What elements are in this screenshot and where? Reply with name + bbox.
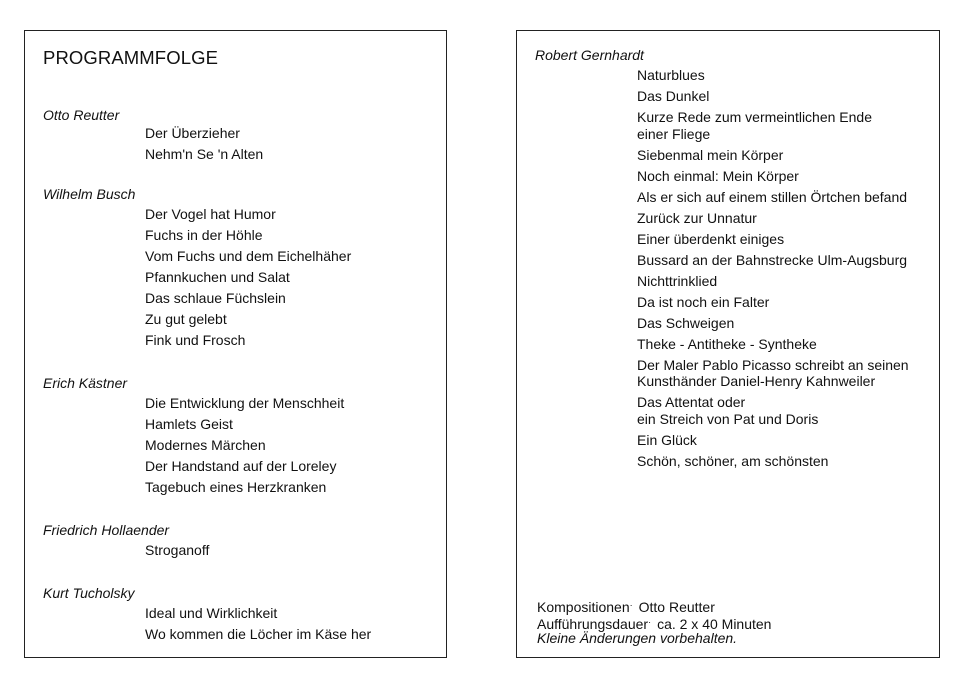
page-title: PROGRAMMFOLGE bbox=[43, 47, 219, 68]
works-list bbox=[145, 542, 209, 563]
work-title: Hamlets Geist bbox=[145, 416, 233, 432]
work-title bbox=[637, 189, 909, 206]
work-title-line: Kurze Rede zum vermeintlichen Ende bbox=[637, 109, 873, 125]
work-title-line: Ein Glück bbox=[637, 431, 697, 448]
work-title bbox=[637, 357, 909, 390]
work-title bbox=[637, 453, 909, 470]
program-footer bbox=[537, 598, 771, 646]
author-name: Erich Kästner bbox=[43, 375, 128, 391]
work-title bbox=[637, 109, 909, 142]
works-list bbox=[145, 206, 351, 353]
work-title: Fuchs in der Höhle bbox=[145, 227, 263, 243]
work-title: Der Überzieher bbox=[145, 125, 240, 141]
work-title-line: Siebenmal mein Körper bbox=[637, 146, 784, 163]
works-list bbox=[145, 605, 371, 647]
work-title: Zu gut gelebt bbox=[145, 311, 227, 327]
work-title-line: Als er sich auf einem stillen Örtchen befand bbox=[637, 188, 908, 205]
work-title bbox=[637, 273, 909, 290]
work-title bbox=[637, 67, 909, 84]
work-title-line: Nichttrinklied bbox=[637, 272, 718, 289]
work-title: Der Handstand auf der Loreley bbox=[145, 458, 337, 474]
work-title-line: Da ist noch ein Falter bbox=[637, 293, 770, 310]
compositions-value: Otto Reutter bbox=[638, 599, 715, 615]
work-title-line: Das Schweigen bbox=[637, 314, 735, 331]
work-title: Stroganoff bbox=[145, 542, 210, 558]
work-title bbox=[637, 88, 909, 105]
compositions-label: Kompositionen bbox=[537, 599, 630, 615]
work-title: Nehm'n Se 'n Alten bbox=[145, 146, 264, 162]
duration-row: Aufführungsdauer· ca. 2 x 40 Minuten bbox=[537, 615, 772, 632]
author-name: Friedrich Hollaender bbox=[43, 522, 170, 538]
work-title bbox=[637, 336, 909, 353]
work-title bbox=[637, 394, 909, 427]
work-title bbox=[637, 294, 909, 311]
work-title: Das schlaue Füchslein bbox=[145, 290, 286, 306]
work-title: Die Entwicklung der Menschheit bbox=[145, 395, 345, 411]
work-title-line: Der Maler Pablo Picasso schreibt an seinen bbox=[637, 356, 909, 373]
work-title bbox=[637, 315, 909, 332]
work-title: Vom Fuchs und dem Eichelhäher bbox=[145, 248, 352, 264]
work-title-line: Das Dunkel bbox=[637, 88, 710, 104]
work-title: Wo kommen die Löcher im Käse her bbox=[145, 626, 372, 642]
disclaimer-note: Kleine Änderungen vorbehalten. bbox=[537, 630, 738, 646]
work-title bbox=[637, 210, 909, 227]
author-name: Kurt Tucholsky bbox=[43, 585, 135, 601]
work-title-line: Bussard an der Bahnstrecke Ulm-Augsburg bbox=[637, 251, 908, 268]
work-title: Modernes Märchen bbox=[145, 437, 266, 453]
work-title bbox=[637, 168, 909, 185]
work-title-line: Kunsthänder Daniel-Henry Kahnweiler bbox=[637, 373, 876, 389]
compositions-row: Kompositionen· Otto Reutter bbox=[537, 599, 715, 615]
work-title-line: ein Streich von Pat und Doris bbox=[637, 410, 819, 427]
work-title: Tagebuch eines Herzkranken bbox=[145, 479, 327, 495]
program-page-left bbox=[24, 30, 447, 658]
work-title-line: einer Fliege bbox=[637, 125, 711, 142]
work-title: Pfannkuchen und Salat bbox=[145, 269, 290, 285]
work-title bbox=[637, 432, 909, 449]
work-title-line: Noch einmal: Mein Körper bbox=[637, 167, 799, 184]
work-title-line: Schön, schöner, am schönsten bbox=[637, 452, 829, 469]
works-list bbox=[637, 67, 909, 474]
author-name: Otto Reutter bbox=[43, 107, 120, 123]
work-title-line: Das Attentat oder bbox=[637, 394, 746, 410]
work-title bbox=[637, 252, 909, 269]
work-title-line: Einer überdenkt einiges bbox=[637, 230, 785, 247]
work-title bbox=[637, 147, 909, 164]
duration-value: ca. 2 x 40 Minuten bbox=[657, 615, 772, 632]
work-title bbox=[637, 231, 909, 248]
author-name: Wilhelm Busch bbox=[43, 186, 136, 202]
works-list bbox=[145, 395, 344, 500]
work-title: Ideal und Wirklichkeit bbox=[145, 605, 278, 621]
works-list bbox=[145, 125, 263, 167]
work-title-line: Zurück zur Unnatur bbox=[637, 209, 757, 226]
work-title: Der Vogel hat Humor bbox=[145, 206, 276, 222]
author-name: Robert Gernhardt bbox=[535, 47, 644, 63]
work-title-line: Theke - Antitheke - Syntheke bbox=[637, 335, 817, 352]
work-title-line: Naturblues bbox=[637, 67, 705, 83]
duration-label: Aufführungsdauer bbox=[537, 615, 649, 632]
program-page-right bbox=[516, 30, 940, 658]
work-title: Fink und Frosch bbox=[145, 332, 246, 348]
